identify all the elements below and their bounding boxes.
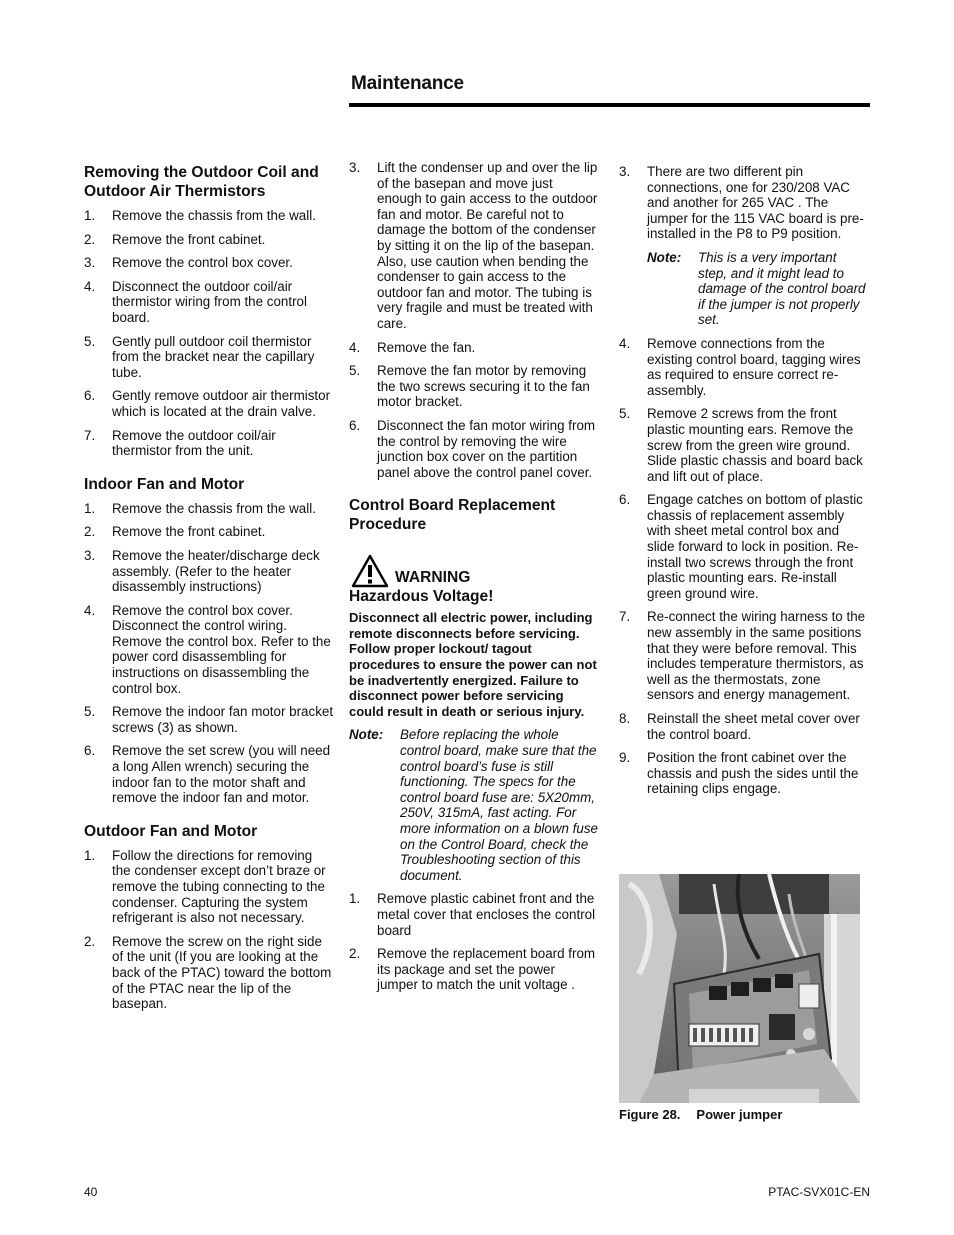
list-number: 1. bbox=[349, 891, 361, 907]
list-number: 4. bbox=[349, 339, 361, 355]
note-text: This is a very important step, and it might lead to damage of the control board if the jumper is not properly set. bbox=[698, 249, 866, 328]
list-text: Remove the outdoor coil/air thermistor from the unit. bbox=[112, 427, 276, 459]
heading-control-board: Control Board Replacement Procedure bbox=[349, 497, 556, 534]
figure-label: Figure 28. bbox=[619, 1107, 681, 1122]
list-item bbox=[349, 891, 599, 938]
list-text: Remove the control box cover. bbox=[112, 255, 293, 271]
list-item bbox=[619, 609, 869, 703]
list-number: 5. bbox=[84, 333, 96, 349]
list-text: Remove the screw on the right side of the unit (If you are looking at the back of the PTAC) toward the bottom of the PTAC near the lip of the basepan. bbox=[112, 933, 332, 1012]
list-item bbox=[84, 848, 334, 926]
page-number: 40 bbox=[84, 1185, 98, 1199]
list-text: Remove the control box cover. Disconnect the control wiring. Remove the control box. Refer to the power cord disassembling for instructions on disassembling the control box. bbox=[112, 602, 331, 696]
list-text: Remove plastic cabinet front and the metal cover that encloses the control board bbox=[377, 891, 596, 938]
list-number: 2. bbox=[84, 231, 96, 247]
control-board-photo bbox=[619, 874, 860, 1103]
warning-header bbox=[349, 554, 599, 588]
list-number: 1. bbox=[84, 500, 96, 516]
list-number: 7. bbox=[619, 609, 631, 625]
list-number: 3. bbox=[84, 255, 96, 271]
list-item bbox=[84, 334, 334, 381]
list-item bbox=[84, 428, 334, 459]
list-text: Remove the front cabinet. bbox=[112, 231, 266, 247]
list-number: 1. bbox=[84, 208, 96, 223]
list-item bbox=[84, 279, 334, 326]
list-item bbox=[619, 406, 869, 484]
list-outdoor-fan bbox=[84, 848, 334, 1012]
list-text: Position the front cabinet over the chassis and push the sides until the retaining clips engage. bbox=[647, 750, 859, 797]
list-item bbox=[349, 160, 599, 332]
warning-label: WARNING bbox=[395, 569, 471, 587]
figure-title: Power jumper bbox=[696, 1107, 783, 1122]
column-right bbox=[619, 164, 869, 805]
list-number: 1. bbox=[84, 847, 96, 863]
page-title: Maintenance bbox=[351, 73, 464, 94]
list-number: 4. bbox=[619, 335, 631, 351]
list-indoor-fan bbox=[84, 501, 334, 806]
list-number: 3. bbox=[349, 160, 361, 175]
list-control-board-rest bbox=[619, 336, 869, 797]
list-item bbox=[619, 711, 869, 742]
list-item bbox=[84, 548, 334, 595]
note-label: Note: bbox=[647, 249, 682, 265]
note-label: Note: bbox=[349, 727, 384, 743]
list-text: Remove the fan motor by removing the two screws securing it to the fan motor bracket. bbox=[377, 363, 590, 410]
list-item bbox=[84, 501, 334, 517]
list-item bbox=[619, 164, 869, 242]
list-number: 7. bbox=[84, 427, 96, 443]
list-text: Re-connect the wiring harness to the new assembly in the same positions that they were before removal. This includes temperature thermistors, as well as the thermostats, zone sensors and energy management. bbox=[647, 609, 866, 703]
list-text: Lift the condenser up and over the lip of the basepan and move just enough to gain access to the outdoor fan and motor. Be careful not to damage the bottom of the condenser by sitting it on the lip of the basepan. Also, use caution when bending the condenser to gain access to the outdoor fan and motor. The tubing is very fragile and must be treated with care. bbox=[377, 160, 598, 331]
list-text: Remove the front cabinet. bbox=[112, 524, 266, 540]
list-number: 4. bbox=[84, 602, 96, 618]
list-text: Remove connections from the existing control board, tagging wires as required to ensure correct re-assembly. bbox=[647, 335, 861, 398]
list-text: Remove the fan. bbox=[377, 339, 476, 355]
list-item bbox=[84, 388, 334, 419]
list-text: Remove 2 screws from the front plastic mounting ears. Remove the screw from the green wire ground. Slide plastic chassis and board back and lift out of place. bbox=[647, 406, 863, 484]
list-item bbox=[349, 946, 599, 993]
list-item bbox=[84, 603, 334, 697]
list-number: 6. bbox=[84, 388, 96, 404]
list-item bbox=[84, 704, 334, 735]
list-item bbox=[619, 492, 869, 601]
heading-indoor-fan: Indoor Fan and Motor bbox=[84, 475, 245, 493]
list-number: 4. bbox=[84, 278, 96, 294]
list-item bbox=[84, 208, 334, 224]
list-text: Remove the chassis from the wall. bbox=[112, 208, 316, 223]
list-number: 6. bbox=[84, 743, 96, 759]
list-number: 5. bbox=[84, 704, 96, 720]
list-text: Remove the chassis from the wall. bbox=[112, 500, 316, 516]
list-text: Remove the indoor fan motor bracket screws (3) as shown. bbox=[112, 704, 334, 735]
list-number: 8. bbox=[619, 711, 631, 726]
list-number: 6. bbox=[619, 492, 631, 508]
warning-block bbox=[349, 554, 599, 719]
list-text: There are two different pin connections, one for 230/208 VAC and another for 265 VAC . The jumper for the 115 VAC board is pre-installed in the P8 to P9 position. bbox=[647, 164, 864, 242]
list-item bbox=[84, 934, 334, 1012]
list-number: 5. bbox=[349, 363, 361, 379]
document-id: PTAC-SVX01C-EN bbox=[768, 1185, 870, 1199]
warning-subtitle: Hazardous Voltage! bbox=[349, 588, 494, 606]
list-text: Disconnect the outdoor coil/air thermistor wiring from the control board. bbox=[112, 278, 307, 325]
list-number: 2. bbox=[84, 933, 96, 949]
figure-caption bbox=[619, 1107, 782, 1122]
list-text: Remove the replacement board from its package and set the power jumper to match the unit voltage . bbox=[377, 946, 596, 993]
column-left bbox=[84, 163, 334, 1020]
list-item bbox=[84, 743, 334, 805]
list-number: 5. bbox=[619, 406, 631, 422]
list-item bbox=[84, 524, 334, 540]
heading-outdoor-coil: Removing the Outdoor Coil and Outdoor Air Thermistors bbox=[84, 164, 319, 200]
note-fuse bbox=[349, 727, 599, 883]
list-text: Remove the heater/discharge deck assembly. (Refer to the heater disassembly instructions) bbox=[112, 547, 320, 595]
list-item bbox=[349, 363, 599, 410]
list-number: 6. bbox=[349, 417, 361, 433]
list-text: Reinstall the sheet metal cover over the control board. bbox=[647, 711, 860, 742]
warning-text: Disconnect all electric power, including remote disconnects before servicing. Follow proper lockout/ tagout procedures to ensure the power can not be inadvertently energized. Failure to disconnect power before servicing could result in death or serious injury. bbox=[349, 610, 597, 719]
list-number: 9. bbox=[619, 750, 631, 766]
note-jumper bbox=[647, 250, 869, 328]
list-text: Follow the directions for removing the condenser except don’t braze or remove the tubing connecting to the condenser. Capturing the system refrigerant is also not necessary. bbox=[112, 847, 326, 926]
list-outdoor-coil bbox=[84, 208, 334, 459]
list-text: Disconnect the fan motor wiring from the control by removing the wire junction box cover on the partition panel above the control panel cover. bbox=[377, 417, 596, 480]
list-control-board-cont bbox=[619, 164, 869, 242]
heading-outdoor-fan: Outdoor Fan and Motor bbox=[84, 822, 258, 840]
title-rule bbox=[349, 103, 870, 107]
list-number: 2. bbox=[349, 946, 361, 962]
list-control-board bbox=[349, 891, 599, 993]
warning-triangle-icon bbox=[351, 554, 389, 588]
list-outdoor-fan-cont bbox=[349, 160, 599, 480]
list-item bbox=[619, 336, 869, 398]
list-item bbox=[619, 750, 869, 797]
list-number: 3. bbox=[619, 164, 631, 179]
list-number: 2. bbox=[84, 524, 96, 540]
list-text: Gently pull outdoor coil thermistor from the bracket near the capillary tube. bbox=[112, 333, 315, 380]
list-item bbox=[84, 255, 334, 271]
note-text: Before replacing the whole control board, make sure that the control board’s fuse is still functioning. The specs for the control board fuse are: 5X20mm, 250V, 315mA, fast acting. For more information on a blown fuse on the Control Board, check the Troubleshooting section of this document. bbox=[400, 727, 598, 883]
list-text: Gently remove outdoor air thermistor which is located at the drain valve. bbox=[112, 388, 331, 419]
column-middle bbox=[349, 160, 599, 1001]
list-item bbox=[349, 340, 599, 356]
list-number: 3. bbox=[84, 547, 96, 563]
list-text: Engage catches on bottom of plastic chassis of replacement assembly with sheet metal control box and slide forward to lock in position. Re-install two screws through the front plastic mounting ears. Re-install green ground wire. bbox=[647, 492, 863, 601]
list-item bbox=[84, 232, 334, 248]
list-text: Remove the set screw (you will need a long Allen wrench) securing the indoor fan to the motor shaft and remove the indoor fan and motor. bbox=[112, 743, 331, 806]
list-item bbox=[349, 418, 599, 480]
